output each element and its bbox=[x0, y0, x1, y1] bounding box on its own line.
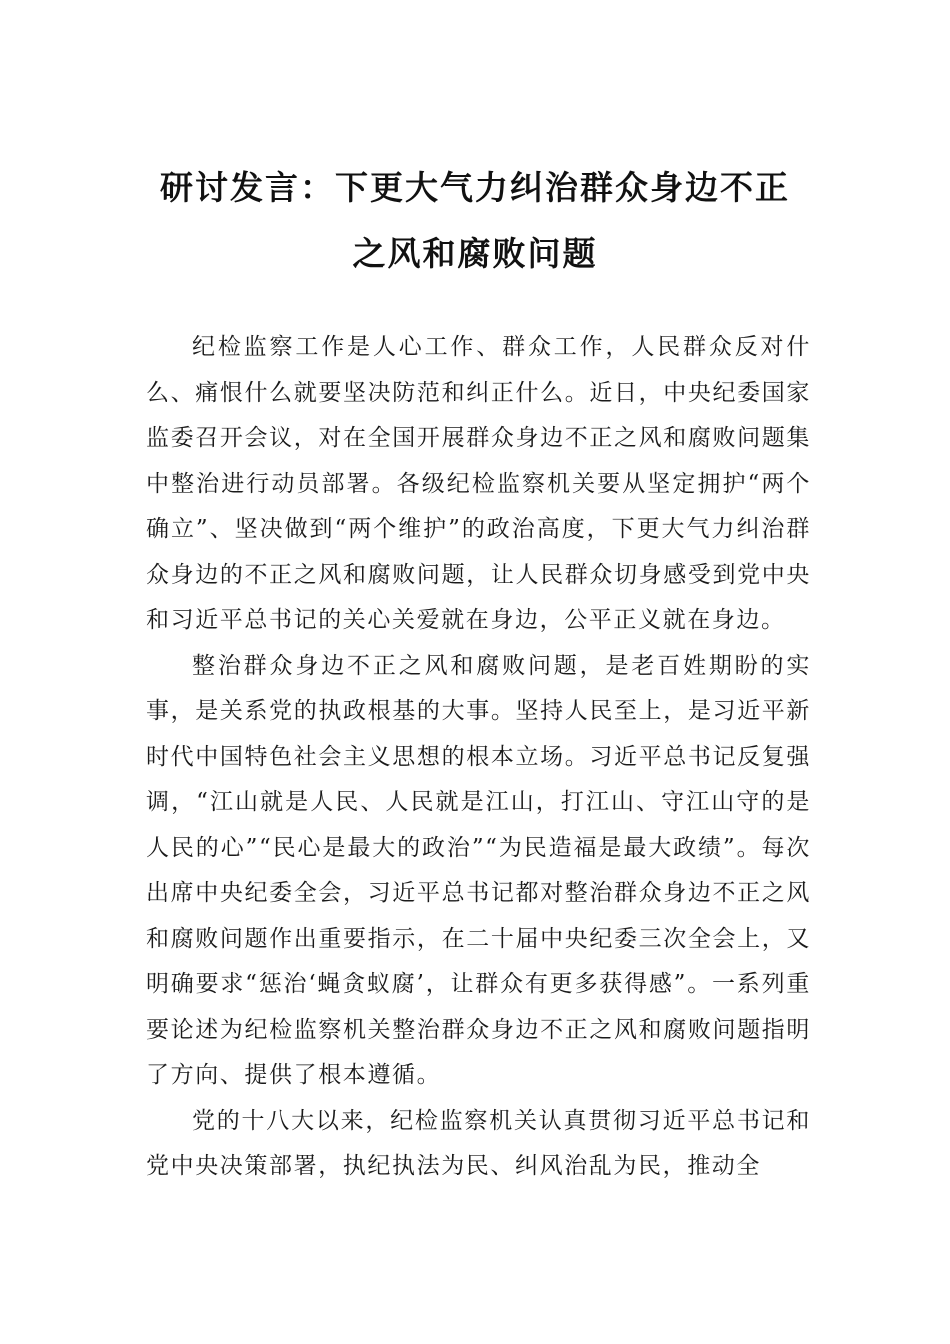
document-body bbox=[146, 325, 811, 1190]
body-paragraph-2: 整治群众身边不正之风和腐败问题，是老百姓期盼的实事，是关系党的执政根基的大事。坚持人民至上，是习近平新时代中国特色社会主义思想的根本立场。习近平总书记反复强调，“江山就是人民、人民就是江山，打江山、守江山守的是人民的心”“民心是最大的政治”“为民造福是最大政绩”。每次出席中央纪委全会，习近平总书记都对整治群众身边不正之风和腐败问题作出重要指示，在二十届中央纪委三次全会上，又明确要求“惩治‘蝇贪蚁腐’，让群众有更多获得感”。一系列重要论述为纪检监察机关整治群众身边不正之风和腐败问题指明了方向、提供了根本遵循。 bbox=[146, 652, 811, 1088]
document-title-line-1: 研讨发言：下更大气力纠治群众身边不正 bbox=[160, 168, 790, 207]
body-paragraph-3: 党的十八大以来，纪检监察机关认真贯彻习近平总书记和党中央决策部署，执纪执法为民、纠风治乱为民，推动全 bbox=[146, 1107, 811, 1179]
body-paragraph-1: 纪检监察工作是人心工作、群众工作，人民群众反对什么、痛恨什么就要坚决防范和纠正什么。近日，中央纪委国家监委召开会议，对在全国开展群众身边不正之风和腐败问题集中整治进行动员部署。各级纪检监察机关要从坚定拥护“两个确立”、坚决做到“两个维护”的政治高度，下更大气力纠治群众身边的不正之风和腐败问题，让人民群众切身感受到党中央和习近平总书记的关心关爱就在身边，公平正义就在身边。 bbox=[146, 334, 811, 633]
document-title-line-2: 之风和腐败问题 bbox=[352, 234, 598, 273]
